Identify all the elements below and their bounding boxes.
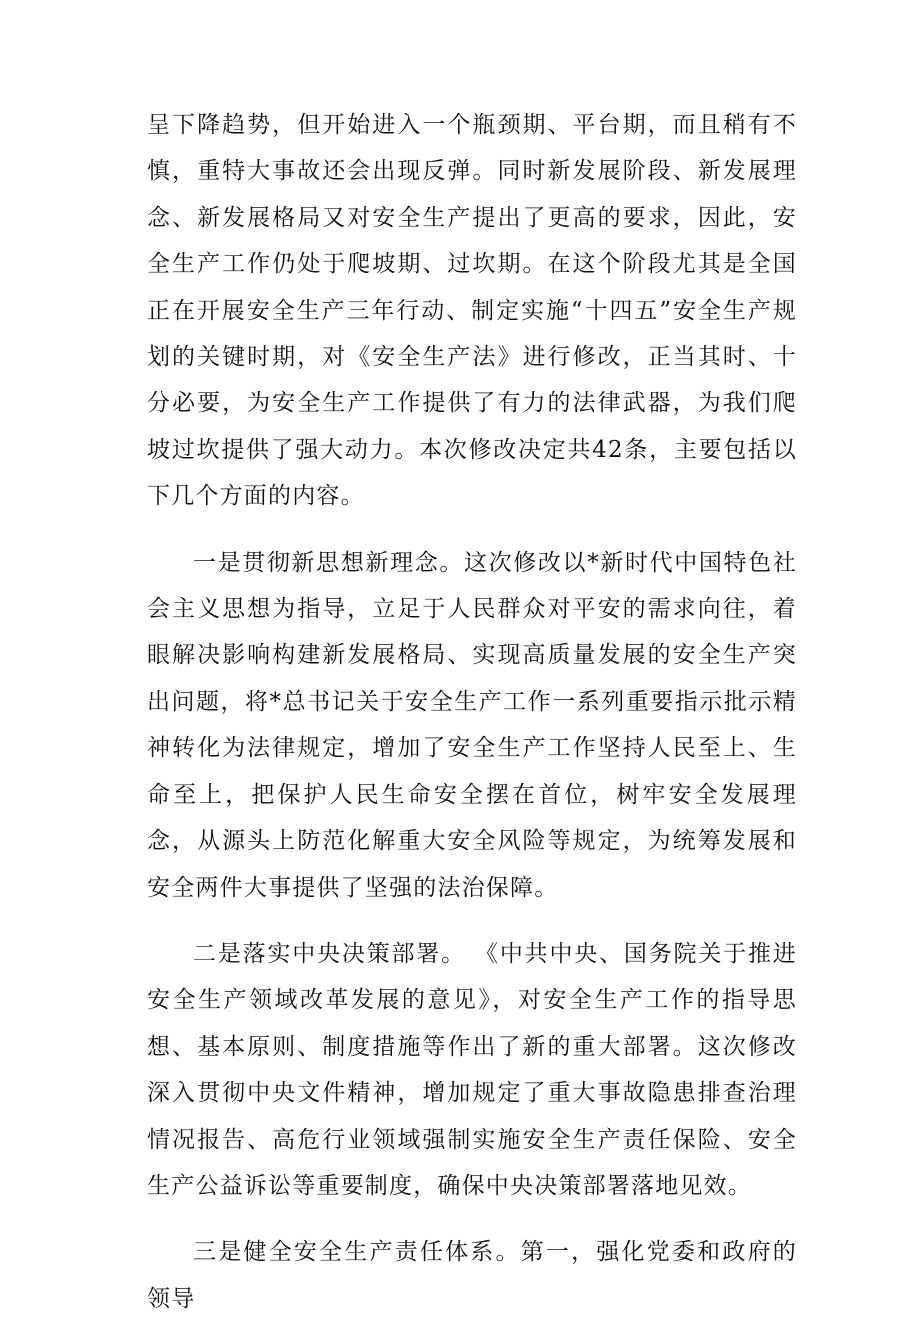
paragraph-point-two: 二是落实中央决策部署。 《中共中央、国务院关于推进安全生产领域改革发展的意见》，对安全生产工作的指导思想、基本原则、制度措施等作出了新的重大部署。这次修改深入贯彻中央文件精神，增加规定了重大事故隐患排查治理情况报告、高危行业领域强制实施安全生产责任保险、安全生产公益诉讼等重要制度，确保中央决策部署落地见效。 xyxy=(147,940,797,1199)
paragraph-point-one: 一是贯彻新思想新理念。这次修改以*新时代中国特色社会主义思想为指导，立足于人民群众对平安的需求向往，着眼解决影响构建新发展格局、实现高质量发展的安全生产突出问题，将*总书记关于安全生产工作一系列重要指示批示精神转化为法律规定，增加了安全生产工作坚持人民至上、生命至上，把保护人民生命安全摆在首位，树牢安全发展理念，从源头上防范化解重大安全风险等规定，为统筹发展和安全两件大事提供了坚强的法治保障。 xyxy=(147,549,797,901)
document-body xyxy=(147,102,797,1342)
paragraph-point-three: 三是健全安全生产责任体系。第一，强化党委和政府的领导 xyxy=(147,1239,797,1312)
paragraph-continuation: 呈下降趋势，但开始进入一个瓶颈期、平台期，而且稍有不慎，重特大事故还会出现反弹。同时新发展阶段、新发展理念、新发展格局又对安全生产提出了更高的要求，因此，安全生产工作仍处于爬坡期、过坎期。在这个阶段尤其是全国正在开展安全生产三年行动、制定实施“十四五”安全生产规划的关键时期，对《安全生产法》进行修改，正当其时、十分必要，为安全生产工作提供了有力的法律武器，为我们爬坡过坎提供了强大动力。本次修改决定共42条，主要包括以下几个方面的内容。 xyxy=(147,112,797,510)
